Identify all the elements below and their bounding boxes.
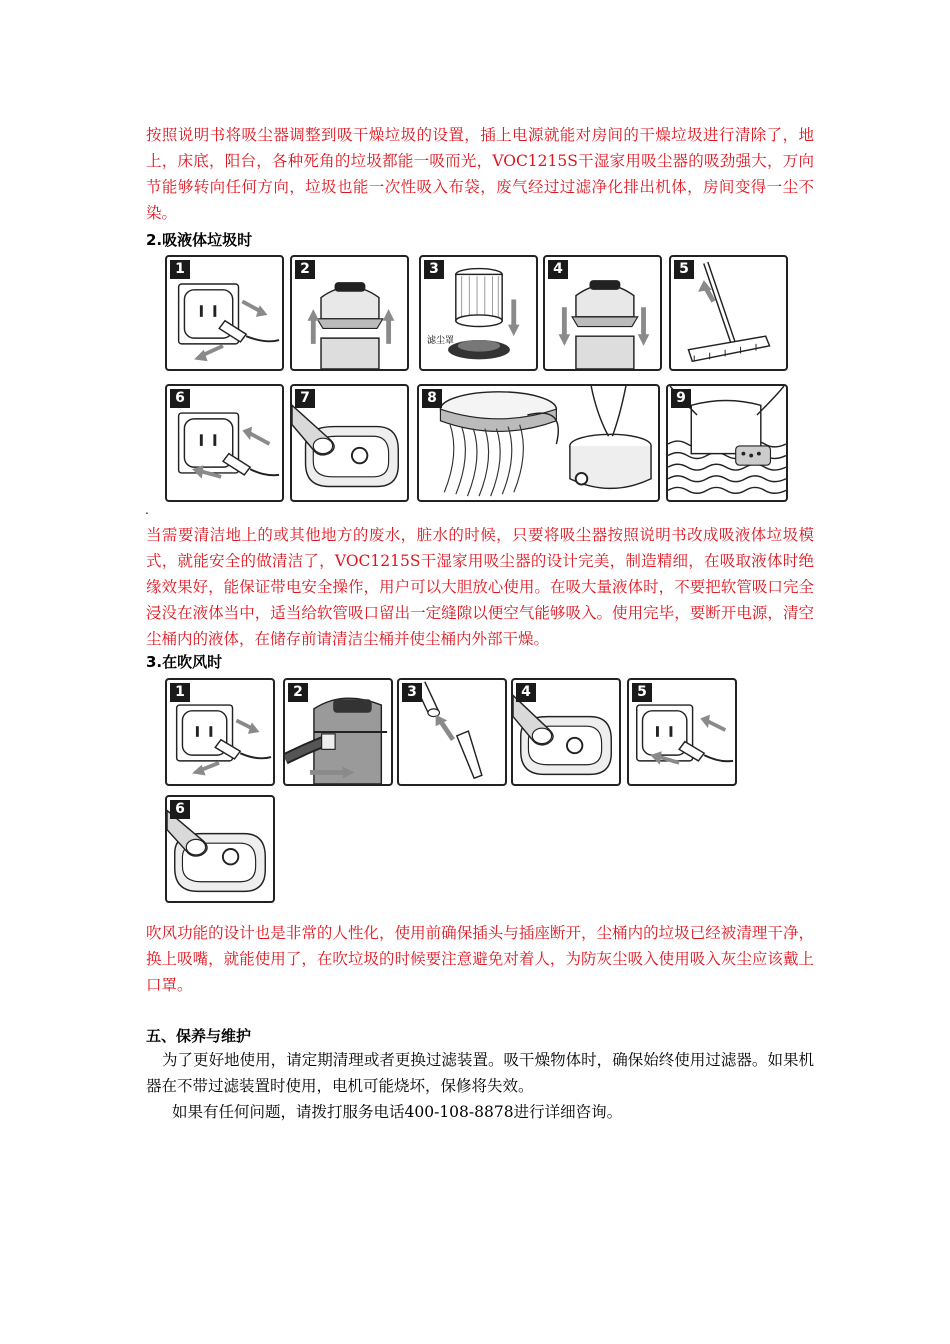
liquid-step-9-panel bbox=[666, 384, 788, 502]
liquid-step-7-panel bbox=[290, 384, 409, 502]
step-number: 3 bbox=[402, 683, 422, 702]
step-number: 1 bbox=[170, 260, 190, 279]
blow-step-5-panel bbox=[627, 678, 737, 786]
section3-paragraph: 吹风功能的设计也是非常的人性化，使用前确保插头与插座断开，尘桶内的垃圾已经被清理干净，换上吸嘴，就能使用了，在吹垃圾的时候要注意避免对着人，为防灰尘吸入使用吸入灰尘应该戴上口罩。 bbox=[146, 924, 814, 994]
step-number: 4 bbox=[516, 683, 536, 702]
liquid-step-2-panel bbox=[290, 255, 409, 371]
step-number: 3 bbox=[424, 260, 444, 279]
step-number: 5 bbox=[632, 683, 652, 702]
step-number: 2 bbox=[295, 260, 315, 279]
liquid-step-3-panel bbox=[419, 255, 538, 371]
blow-step-2-panel bbox=[283, 678, 393, 786]
liquid-step-8-panel bbox=[417, 384, 660, 502]
liquid-step-6-panel bbox=[165, 384, 284, 502]
maintenance-paragraph: 为了更好地使用，请定期清理或者更换过滤装置。吸干燥物体时，确保始终使用过滤器。如果机器在不带过滤装置时使用，电机可能烧坏，保修将失效。 bbox=[146, 1051, 814, 1095]
step-number: 8 bbox=[422, 389, 442, 408]
separator-dot: . bbox=[145, 503, 149, 517]
section3-heading: 3.在吹风时 bbox=[146, 653, 223, 671]
filter-label: 滤尘罩 bbox=[427, 336, 455, 346]
step-number: 6 bbox=[170, 800, 190, 819]
liquid-step-5-panel bbox=[669, 255, 788, 371]
intro-paragraph: 按照说明书将吸尘器调整到吸干燥垃圾的设置，插上电源就能对房间的干燥垃圾进行清除了，地上，床底，阳台，各种死角的垃圾都能一吸而光，VOC1215S干湿家用吸尘器的吸劲强大，万向节能够转向任何方向，垃圾也能一次性吸入布袋，废气经过过滤净化排出机体，房间变得一尘不染。 bbox=[146, 126, 814, 222]
blow-step-3-panel bbox=[397, 678, 507, 786]
blow-step-4-panel bbox=[511, 678, 621, 786]
section2-paragraph: 当需要清洁地上的或其他地方的废水，脏水的时候，只要将吸尘器按照说明书改成吸液体垃圾模式，就能安全的做清洁了，VOC1215S干湿家用吸尘器的设计完美，制造精细，在吸取液体时绝缘效果好，能保证带电安全操作，用户可以大胆放心使用。在吸大量液体时，不要把软管吸口完全浸没在液体当中，适当给软管吸口留出一定缝隙以便空气能够吸入。使用完毕，要断开电源，清空尘桶内的液体，在储存前请清洁尘桶并使尘桶内外部干燥。 bbox=[146, 526, 814, 648]
blow-step-6-panel bbox=[165, 795, 275, 903]
section2-heading: 2.吸液体垃圾时 bbox=[146, 231, 253, 249]
empty-tank-icon bbox=[419, 386, 658, 500]
liquid-step-1-panel bbox=[165, 255, 284, 371]
liquid-step-4-panel bbox=[543, 255, 662, 371]
step-number: 6 bbox=[170, 389, 190, 408]
service-paragraph: 如果有任何问题，请拨打服务电话400-108-8878进行详细咨询。 bbox=[172, 1103, 623, 1121]
step-number: 1 bbox=[170, 683, 190, 702]
step-number: 4 bbox=[548, 260, 568, 279]
step-number: 5 bbox=[674, 260, 694, 279]
step-number: 9 bbox=[671, 389, 691, 408]
step-number: 7 bbox=[295, 389, 315, 408]
blow-step-1-panel bbox=[165, 678, 275, 786]
section5-heading: 五、保养与维护 bbox=[146, 1027, 252, 1045]
step-number: 2 bbox=[288, 683, 308, 702]
